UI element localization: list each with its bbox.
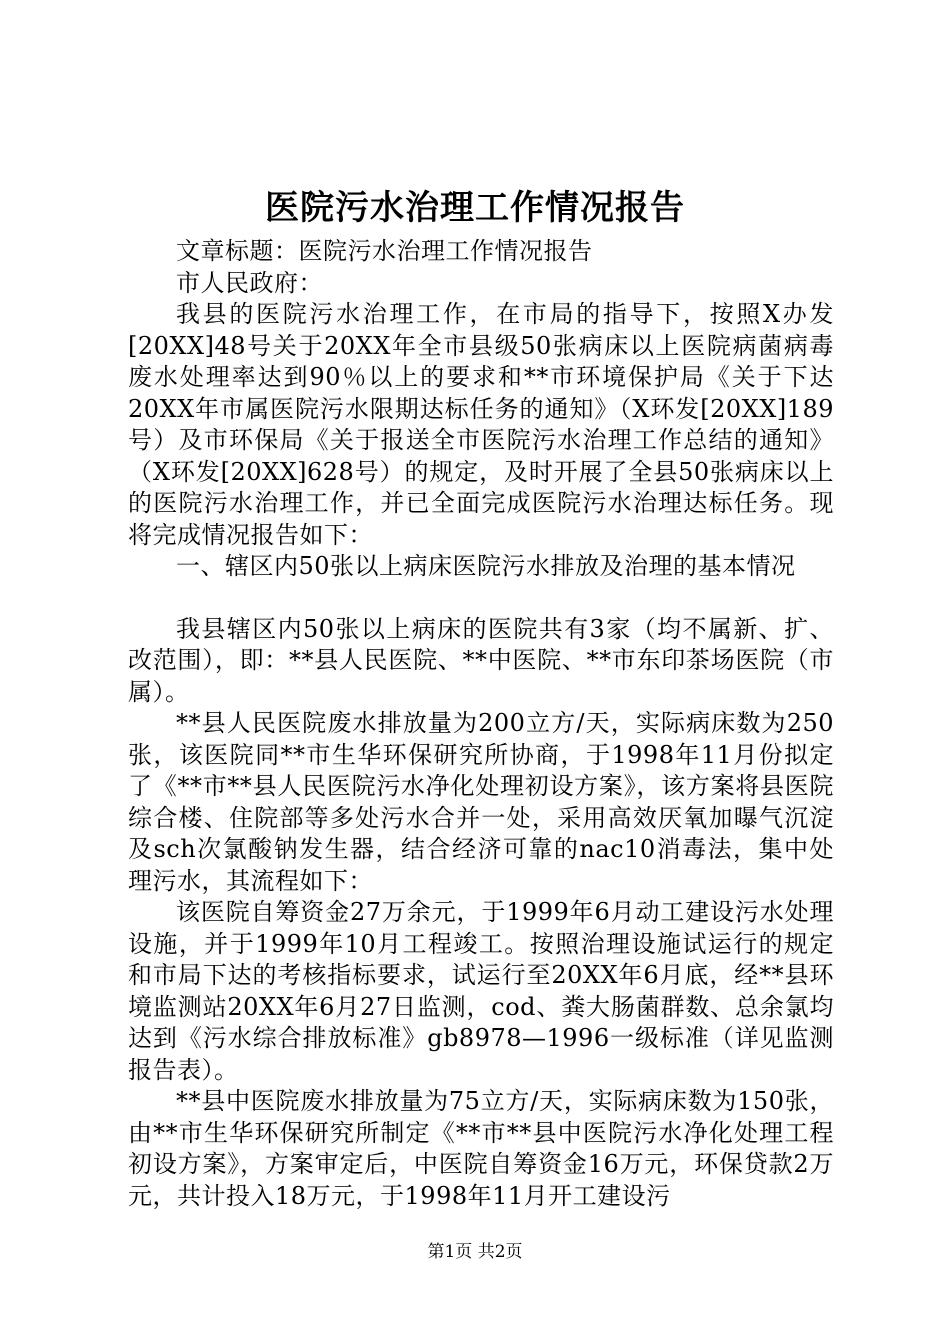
page-footer: 第1页 共2页 <box>427 1242 523 1262</box>
paragraph-tcm-hospital: **县中医院废水排放量为75立方/天，实际病床数为150张，由**市生华环保研究所制定《**市**县中医院污水净化处理工程初设方案》，方案审定后，中医院自筹资金16万元，环保贷款2万元，共计投入18万元，于1998年11月开工建设污 <box>128 1087 834 1210</box>
paragraph-funding-construction: 该医院自筹资金27万余元，于1999年6月动工建设污水处理设施，并于1999年10月工程竣工。按照治理设施试运行的规定和市局下达的考核指标要求，试运行至20XX年6月底，经**县环境监测站20XX年6月27日监测，cod、粪大肠菌群数、总余氯均达到《污水综合排放标准》gb8978—1996一级标准（详见监测报告表）。 <box>128 898 834 1084</box>
section-heading-1: 一、辖区内50张以上病床医院污水排放及治理的基本情况 <box>176 552 796 580</box>
document-body <box>128 236 834 1212</box>
article-title-line: 文章标题：医院污水治理工作情况报告 <box>176 237 593 265</box>
intro-paragraph: 我县的医院污水治理工作，在市局的指导下，按照X办发[20XX]48号关于20XX年全市县级50张病床以上医院病菌病毒废水处理率达到90％以上的要求和**市环境保护局《关于下达20XX年市属医院污水限期达标任务的通知》（X环发[20XX]189号）及市环保局《关于报送全市医院污水治理工作总结的通知》（X环发[20XX]628号）的规定，及时开展了全县50张病床以上的医院污水治理工作，并已全面完成医院污水治理达标任务。现将完成情况报告如下： <box>128 300 834 549</box>
salutation: 市人民政府： <box>176 268 323 297</box>
document-title: 医院污水治理工作情况报告 <box>265 188 685 228</box>
paragraph-hospital-count: 我县辖区内50张以上病床的医院共有3家（均不属新、扩、改范围），即：**县人民医院、**中医院、**市东印茶场医院（市属）。 <box>128 614 834 706</box>
paragraph-peoples-hospital: **县人民医院废水排放量为200立方/天，实际病床数为250张，该医院同**市生华环保研究所协商，于1998年11月份拟定了《**市**县人民医院污水净化处理初设方案》，该方案将县医院综合楼、住院部等多处污水合并一处，采用高效厌氧加曝气沉淀及sch次氯酸钠发生器，结合经济可靠的nac10消毒法，集中处理污水，其流程如下： <box>128 709 834 895</box>
